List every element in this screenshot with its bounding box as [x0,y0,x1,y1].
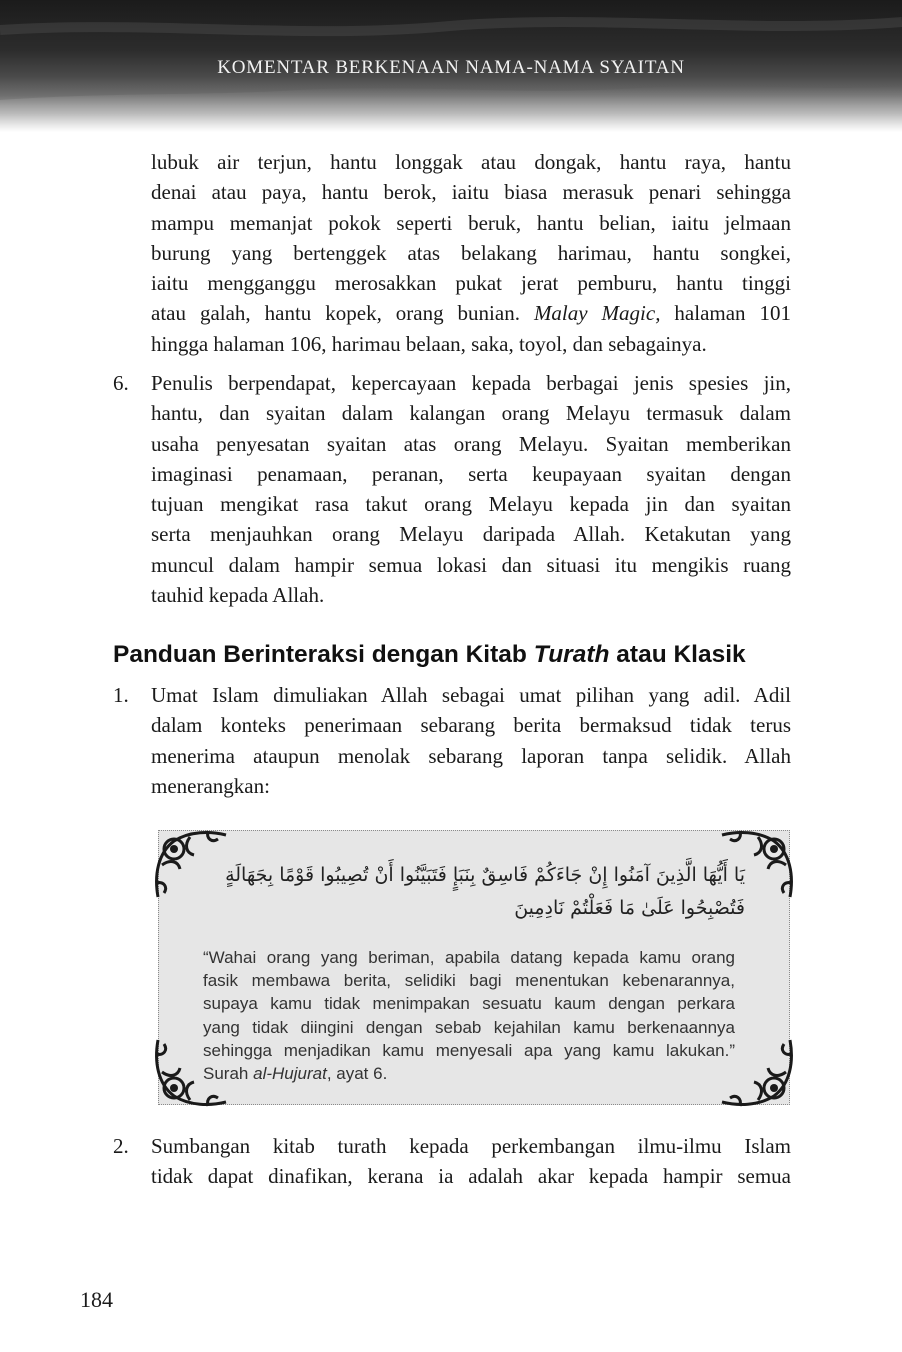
note6-body [151,368,791,610]
running-header [0,0,902,132]
verse-source [203,1062,735,1085]
text-line: Umat Islam dimuliakan Allah sebagai umat pilihan yang adil. Adil [151,683,791,707]
translation-line: fasik membawa berita, selidiki bagi menentukan kebenarannya, [203,971,735,991]
text-segment: halaman 101 [674,301,792,326]
text-line: iaitu mengganggu merosakkan pukat jerat pemburu, hantu tinggi [151,271,791,296]
text-line: burung yang bertenggek atas belakang harimau, hantu songkei, [151,240,791,265]
arabic-verse-line-1: يَا أَيُّهَا الَّذِينَ آمَنُوا إِنْ جَاءَكُمْ فَاسِقٌ بِنَبَإٍ فَتَبَيَّنُوا أَنْ تُصِيبُوا قَوْمًا بِجَهَالَةٍ [225,864,745,886]
header-title: KOMENTAR BERKENAAN NAMA-NAMA SYAITAN [217,57,685,78]
text-line: lubuk air terjun, hantu longgak atau dongak, hantu raya, hantu [151,150,791,174]
note-number-6: 6. [113,371,129,395]
arabic-verse-line-2: فَتُصْبِحُوا عَلَىٰ مَا فَعَلْتُمْ نَادِمِينَ [514,897,745,919]
surah-name: al-Hujurat [253,1064,327,1084]
translation-line: sehingga menjadikan kamu menyesali apa yang kamu lakukan.” [203,1040,735,1060]
list-item-1-body [151,680,791,801]
page-number: 184 [80,1287,113,1312]
text-line: dalam konteks penerimaan sebarang berita bermaksud tidak terus [151,713,791,738]
text-segment: atau galah, hantu kopek, orang bunian. [151,301,520,326]
text-line: menerima ataupun menolak sebarang laporan tanpa selidik. Allah [151,743,791,768]
text-line: Penulis berpendapat, kepercayaan kepada berbagai jenis spesies jin, [151,371,791,395]
translation-line: supaya kamu tidak menimpakan sesuatu kaum dengan perkara [203,994,735,1014]
list-item-2-body [151,1131,791,1192]
text-line: menerangkan: [151,773,270,798]
text-line [151,298,791,328]
text-line: tauhid kepada Allah. [151,583,325,608]
text-line: usaha penyesatan syaitan atas orang Melayu. Syaitan memberikan [151,431,791,456]
translation-line: yang tidak diingini dengan sebab kejahilan kamu berkenaannya [203,1017,735,1037]
text-line: denai atau paya, hantu berok, iaitu biasa merasuk penari sehingga [151,180,791,205]
book-title-malay-magic: Malay Magic, [533,301,661,326]
text-line: serta menjauhkan orang Melayu daripada Allah. Ketakutan yang [151,522,791,547]
heading-italic-term: Turath [533,641,610,668]
source-text: Surah [203,1064,249,1084]
text-line: muncul dalam hampir semua lokasi dan situasi itu mengikis ruang [151,552,791,577]
verse-translation [203,946,735,1085]
text-line: tidak dapat dinafikan, kerana ia adalah akar kepada hampir semua [151,1164,791,1189]
list-number-1: 1. [113,683,129,707]
section-heading [113,641,813,669]
text-line: hantu, dan syaitan dalam kalangan orang Melayu termasuk dalam [151,401,791,426]
source-text: , ayat 6. [326,1064,388,1084]
note5-continuation [151,147,791,359]
text-line: tujuan mengikat rasa takut orang Melayu kepada jin dan syaitan [151,492,791,517]
list-number-2: 2. [113,1134,129,1158]
text-line: hingga halaman 106, harimau belaan, saka, toyol, dan sebagainya. [151,331,707,356]
heading-text: Panduan Berinteraksi dengan Kitab [113,641,527,668]
text-line: imaginasi penamaan, peranan, serta keupayaan syaitan dengan [151,461,791,486]
translation-line: “Wahai orang yang beriman, apabila datang kepada kamu orang [203,948,735,967]
text-line: Sumbangan kitab turath kepada perkembangan ilmu-ilmu Islam [151,1134,791,1158]
text-line: mampu memanjat pokok seperti beruk, hantu belian, iaitu jelmaan [151,210,791,235]
heading-text: atau Klasik [616,641,746,668]
